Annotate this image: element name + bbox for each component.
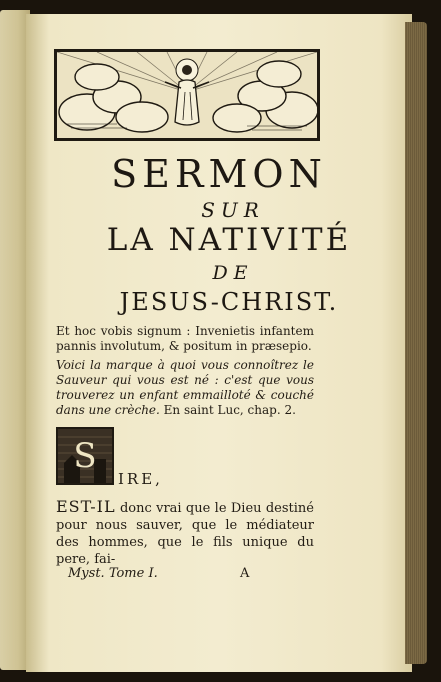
page-edges	[405, 22, 427, 664]
epigraph-french	[56, 358, 314, 418]
title-de: DE	[212, 262, 254, 284]
body-paragraph	[56, 498, 314, 568]
epigraph-reference: En saint Luc, chap. 2.	[163, 403, 296, 417]
signature-mark: Myst. Tome I.	[68, 566, 158, 581]
epigraph-latin: Et hoc vobis signum : Invenietis infantem pannis involutum, & positum in præsepio.	[56, 324, 314, 353]
title-nativite: LA NATIVITÉ	[106, 222, 352, 258]
body-text: donc vrai que le Dieu destiné pour nous sauver, que le médiateur des hommes, que le fils unique du pere, fai-	[56, 501, 314, 567]
decorated-initial	[56, 427, 114, 485]
initial-letter: S	[73, 436, 97, 476]
salutation: IRE,	[118, 470, 163, 488]
epigraph-french-text: Voici la marque à quoi vous connoîtrez le Sauveur qui vous est né : c'est que vous trouverez un enfant emmailloté & couché dans une crèche.	[56, 358, 314, 417]
title-jesus-christ: JESUS-CHRIST.	[119, 288, 339, 316]
title-sermon: SERMON	[111, 152, 327, 196]
headpiece-engraving	[54, 49, 320, 141]
title-sur: SUR	[201, 198, 265, 222]
body-opening: EST-IL	[56, 497, 116, 516]
gathering-mark: A	[240, 566, 250, 581]
